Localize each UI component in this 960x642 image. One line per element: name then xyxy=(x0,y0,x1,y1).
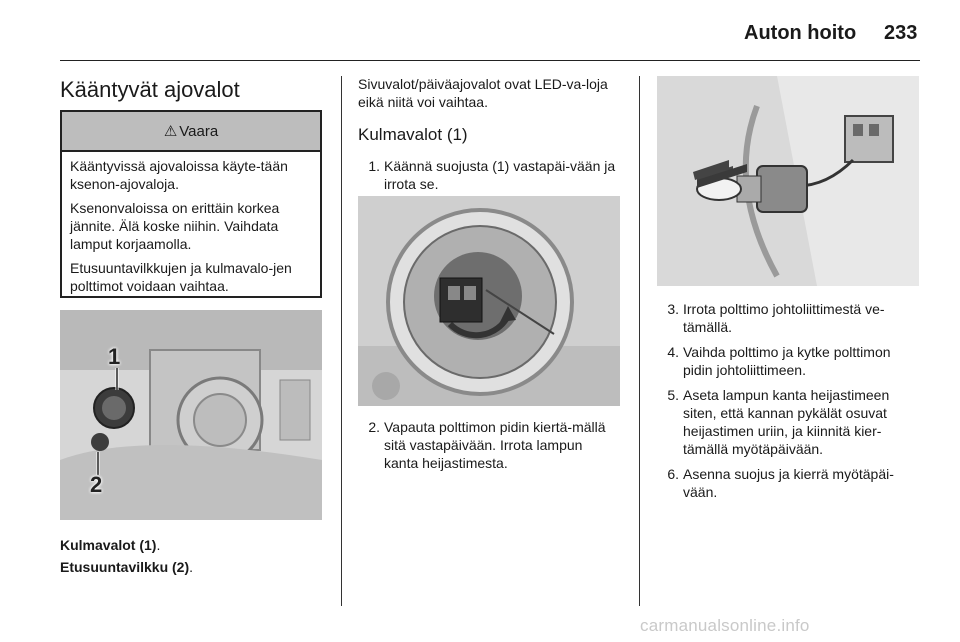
step-2-number: 2. xyxy=(368,419,380,435)
warning-header xyxy=(62,112,320,152)
page-number: 233 xyxy=(884,22,918,44)
warning-paragraph-2: Ksenonvaloissa on erittäin korkea jännite. Älä koske niihin. Vaihdata lamput korjaamolla. xyxy=(70,200,280,252)
column-divider-right xyxy=(639,76,640,606)
step-1-number: 1. xyxy=(368,158,380,174)
step-5-text: Aseta lampun kanta heijastimeen siten, että kannan pykälät osuvat heijastimen uriin, ja kiinnitä kier-tämällä myötäpäivään. xyxy=(683,387,890,457)
led-intro-text: Sivuvalot/päiväajovalot ovat LED-va-loja eikä niitä voi vaihtaa. xyxy=(358,76,608,110)
step-5-number: 5. xyxy=(667,387,679,403)
steps-list-1 xyxy=(358,157,620,200)
section-title: Auton hoito xyxy=(744,22,857,44)
step-4-number: 4. xyxy=(667,344,679,360)
caption-front-indicator-bold: Etusuuntavilkku (2) xyxy=(60,559,190,575)
caption-cornering-lights xyxy=(60,536,160,554)
warning-box xyxy=(60,110,322,298)
cover-removal-image xyxy=(358,196,620,406)
step-2 xyxy=(358,418,620,472)
caption-front-indicator xyxy=(60,558,193,576)
warning-paragraph-3: Etusuuntavilkkujen ja kulmavalo-jen polttimot voidaan vaihtaa. xyxy=(70,260,292,294)
watermark: carmanualsonline.info xyxy=(640,616,810,635)
step-5 xyxy=(657,386,921,458)
caption-front-indicator-tail: . xyxy=(189,559,194,575)
caption-cornering-lights-bold: Kulmavalot (1) xyxy=(60,537,157,553)
step-6-text: Asenna suojus ja kierrä myötäpäi-vään. xyxy=(683,466,894,500)
step-3 xyxy=(657,300,921,336)
column-divider-left xyxy=(341,76,342,606)
step-3-number: 3. xyxy=(667,301,679,317)
warning-body xyxy=(62,152,320,295)
step-6-number: 6. xyxy=(667,466,679,482)
step-4-text: Vaihda polttimo ja kytke polttimon pidin johtoliittimeen. xyxy=(683,344,891,378)
step-3-text: Irrota polttimo johtoliittimestä ve-tämällä. xyxy=(683,301,885,335)
step-1-text: Käännä suojusta (1) vastapäi-vään ja irrota se. xyxy=(384,158,616,192)
header-rule xyxy=(60,60,920,61)
step-6 xyxy=(657,465,921,501)
headlight-overview-image xyxy=(60,310,322,520)
step-1 xyxy=(358,157,620,193)
step-4 xyxy=(657,343,921,379)
page-heading: Kääntyvät ajovalot xyxy=(60,77,240,102)
steps-list-2 xyxy=(358,418,620,479)
warning-paragraph-1: Kääntyvissä ajovaloissa käyte-tään ksenon-ajovaloja. xyxy=(70,158,288,192)
figure-label-1: 1 xyxy=(108,344,121,369)
warning-label: Vaara xyxy=(179,122,219,140)
steps-list-3 xyxy=(657,300,921,508)
warning-triangle-icon: ⚠ xyxy=(163,123,178,140)
step-2-text: Vapauta polttimon pidin kiertä-mällä sitä vastapäivään. Irrota lampun kanta heijastimesta. xyxy=(384,419,606,471)
bulb-removal-image xyxy=(657,76,919,286)
figure-label-2: 2 xyxy=(90,472,103,497)
cornering-lights-heading: Kulmavalot (1) xyxy=(358,125,468,144)
caption-cornering-lights-tail: . xyxy=(156,537,161,553)
